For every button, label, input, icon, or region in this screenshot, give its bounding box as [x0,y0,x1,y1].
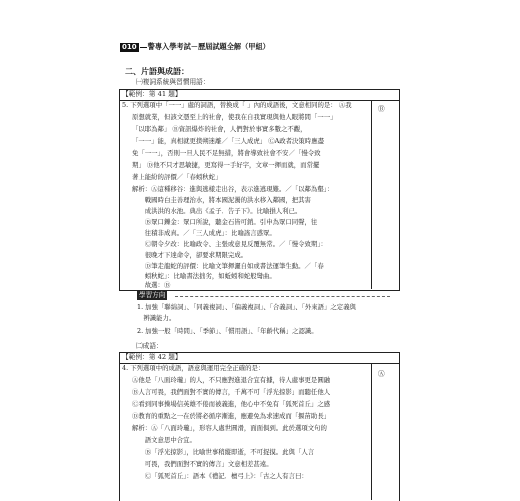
question-line: Ⓑ人言可畏，我們面對不實的傳言，千萬不可「浮光掠影」而聽任他人 [132,388,331,396]
explanation-line: 蚓秋蛇」：比喻書法拙劣，如蚯蚓和蛇般彎曲。 [132,272,276,280]
explanation-line: 解析：Ⓐ「八面玲瓏」，形容人處世圓滑，面面俱到。此於選項文句的 [132,424,327,432]
page-number: 010 [122,42,137,51]
study-tip-tag: 學習方向 [139,291,166,299]
study-tip-item: 2. 加強一般「時間」、「季節」、「慣用語」、「年齡代稱」之認識。 [137,327,318,335]
section-title: 二、片語與成語： [125,67,189,76]
subsection-heading-1: ㈠複詞系統與習慣用語： [136,78,210,86]
explanation-line: 可畏，我們面對不實的傳言」文意相差甚遠。 [132,460,273,468]
explanation-line: 解析：Ⓐ這種移谷：進與逃樣走出谷，表示進逃現難。／「以鄰為壑」： [132,185,334,193]
explanation-line: Ⓒ朝令夕改：比喻政令、主張或意見反覆無常。／「慢令致期」： [132,240,327,248]
explanation-line: 戰國時白圭善理治水，將本國泥濁的洪水移入鄰國，把其害 [132,196,311,204]
question-line: 「一一」能，真相就更撲朔迷離／「三人成虎」 ⒸA政者決策時應盡 [132,137,324,145]
study-tip-item: 1. 加強「聯綿詞」、「同義複詞」、「偏義複詞」、「合義詞」、「外來語」之定義與 [137,303,356,311]
question-line: Ⓐ他是「八面玲瓏」的人，不只應對進退合宜有據，待人處事更是圓融 [132,376,331,384]
question-line: 5. 下列選項中「一一」處的詞語，替換成「 」內的成語後，文意相同的是： Ⓐ我 [122,101,352,109]
example2-answer-divider [371,363,372,500]
example1-label: 【範例：第 41 題】 [122,90,182,98]
question-line: 免「一一」，否則一旦人民不足無措，將會導致社會不安／「慢令致 [132,149,321,157]
question-line: 「以耶為鄰」 Ⓑ資訊爆炸的社會，人們對於事實多數之不觀， [132,125,307,133]
study-tip-item: 辨識能力。 [137,314,176,322]
question-line: 期」 Ⓓ他不只才思敏捷，更寫得一手好字，文章一揮而就，而常擺 [132,161,320,169]
question-line: 著上能紛的評價／「春蚓秋蛇」 [132,173,222,181]
question-line: 原想就業，但該文憑至上的社會，使我在自我實現與他人眼將間「一一」 [132,113,337,121]
subsection-heading-2: ㈡成語： [136,342,163,350]
explanation-line: 語文意思中合宜。 [132,436,196,444]
explanation-line: Ⓒ「狐死首丘」：語本《禮記．檀弓上》：「古之人有言曰： [132,472,308,480]
example1-answer: Ⓑ [378,105,385,113]
explanation-line: 往積非成真。／「三人成虎」：比喻謠言惑眾。 [132,229,276,237]
header-rule [140,47,147,48]
question-line: Ⓓ教育的重點之一在於將必循序漸進，應避免為求速成而「揠苗助長」 [132,412,331,420]
explanation-line: Ⓑ「浮光掠影」，比喻世事稍縱即逝，不可捉摸。此與「人言 [132,448,315,456]
header-title: 警專入學考試－歷屆試題全解（甲組） [147,42,270,51]
explanation-line: 故選：Ⓑ [132,281,171,289]
study-tip-rule [175,296,390,297]
question-line: Ⓒ看到同事操場信英雄不倦而被義進，他心中不免有「狐死首丘」之感 [132,400,331,408]
question-line: 4. 下列選項中的成語，語意與運用完全正確的是： [122,364,265,372]
explanation-line: 成洪洪的水池。典出《孟子．告子下》。比喻損人利已。 [132,207,302,215]
example2-answer: Ⓐ [378,370,385,378]
example2-label: 【範例：第 42 題】 [122,353,182,361]
explanation-line: 很晚才下達命令，卻要求期限完成。 [132,251,248,259]
example1-answer-divider [371,100,372,289]
explanation-line: Ⓑ眾口鑠金：眾口所說，聽金石皆可銷。引申為眾口同聲，往 [132,218,318,226]
explanation-line: Ⓓ筆走龍蛇的評價：比喻文筆揮灑自如或書法運筆生動。／「春 [132,262,324,270]
page-header [120,41,420,53]
